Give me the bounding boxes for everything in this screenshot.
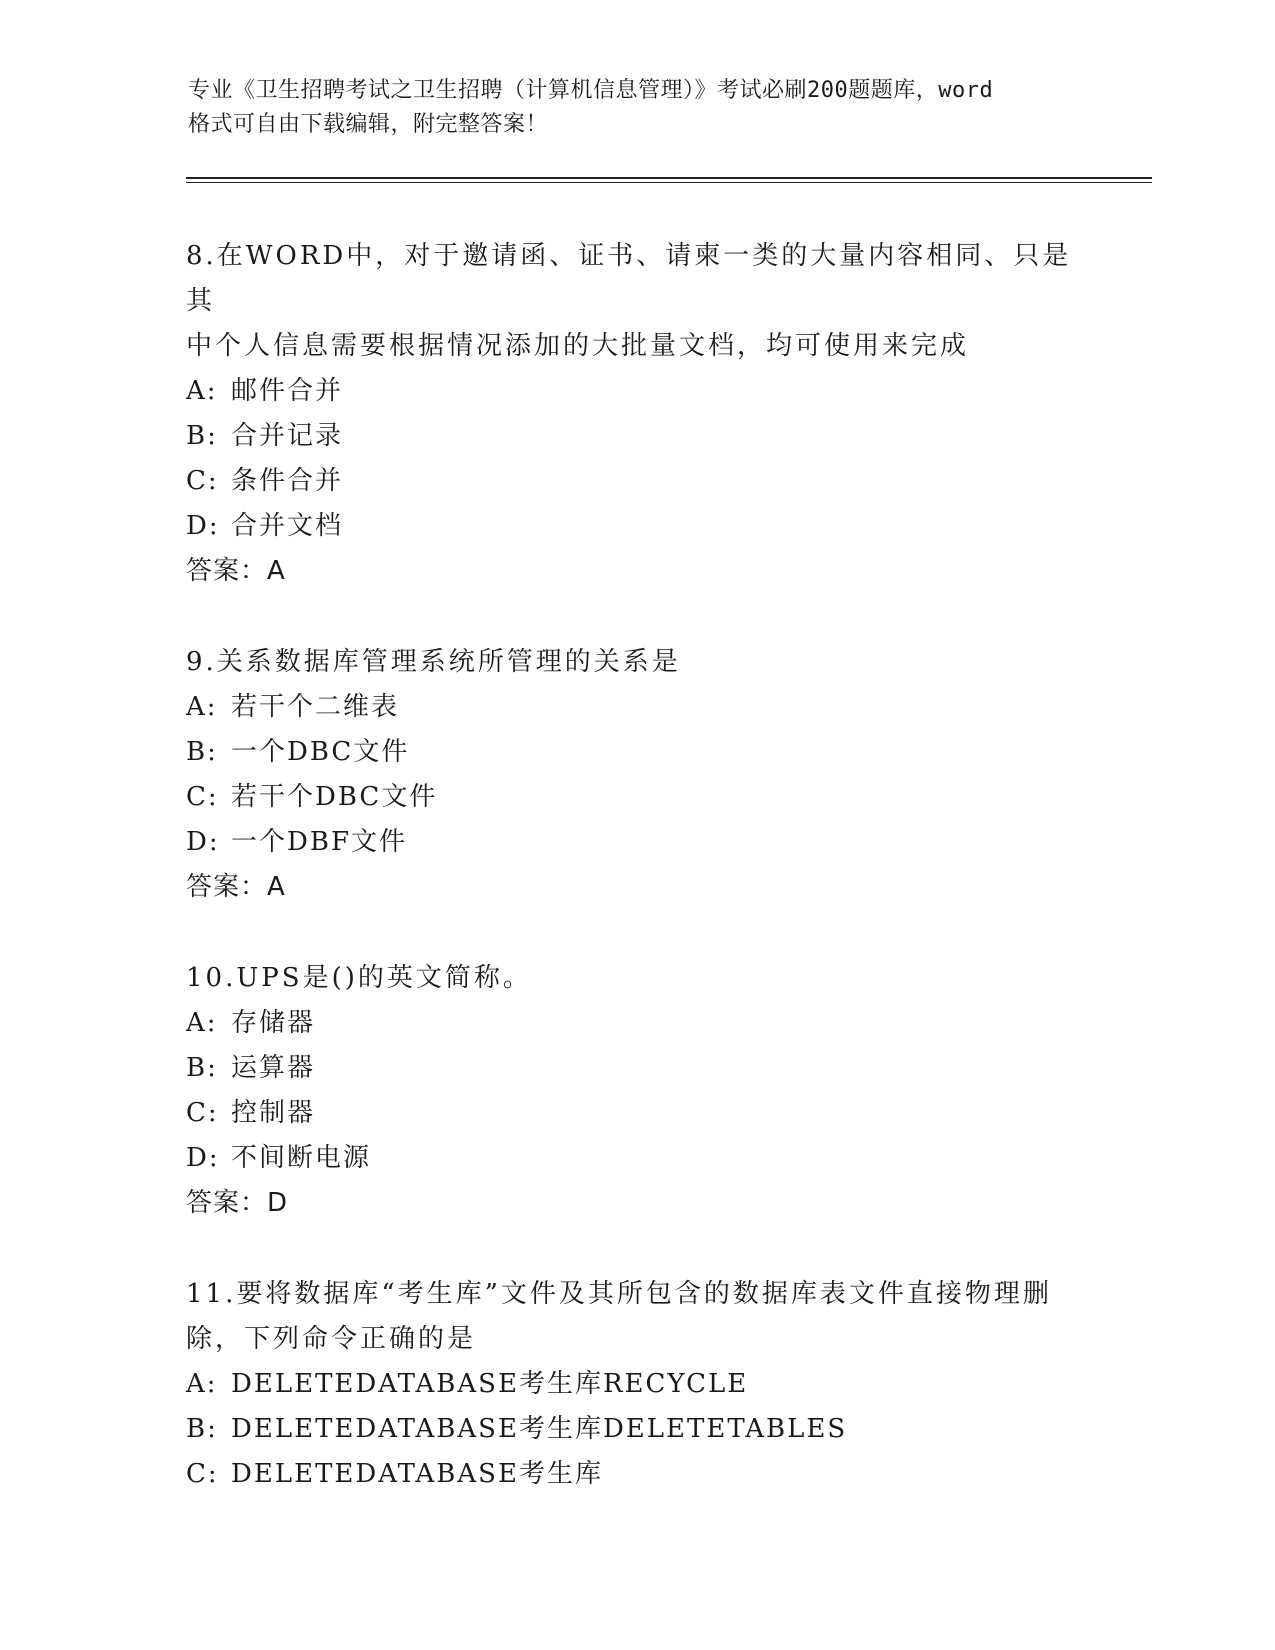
header-divider-thin xyxy=(186,182,1152,183)
option-letter: C: xyxy=(186,1459,219,1489)
document-header xyxy=(188,74,1088,142)
question-11 xyxy=(186,1272,1086,1497)
question-stem: 8.在WORD中，对于邀请函、证书、请柬一类的大量内容相同、只是其 xyxy=(186,241,1072,316)
option-letter: B: xyxy=(186,421,218,451)
question-stem-continued: 除，下列命令正确的是 xyxy=(186,1324,477,1354)
option-text: 不间断电源 xyxy=(231,1143,372,1173)
header-line-1: 专业《卫生招聘考试之卫生招聘（计算机信息管理）》考试必刷200题题库，word xyxy=(188,78,994,103)
option-c xyxy=(186,459,1086,504)
option-text: 一个DBC文件 xyxy=(231,737,410,767)
option-b xyxy=(186,1046,1086,1091)
question-stem-continued: 中个人信息需要根据情况添加的大批量文档，均可使用来完成 xyxy=(186,331,970,361)
option-c xyxy=(186,1091,1086,1136)
option-text: 若干个二维表 xyxy=(231,692,400,722)
option-letter: A: xyxy=(186,376,218,406)
option-a xyxy=(186,685,1086,730)
option-letter: C: xyxy=(186,782,219,812)
option-text: 一个DBF文件 xyxy=(231,827,407,857)
question-stem: 9.关系数据库管理系统所管理的关系是 xyxy=(186,647,681,677)
option-text: 若干个DBC文件 xyxy=(231,782,438,812)
header-line-2: 格式可自由下载编辑，附完整答案！ xyxy=(188,112,549,137)
option-letter: D: xyxy=(186,1143,220,1173)
question-stem: 11.要将数据库“考生库”文件及其所包含的数据库表文件直接物理删 xyxy=(186,1279,1052,1309)
option-text: DELETEDATABASE考生库RECYCLE xyxy=(231,1369,749,1399)
option-b xyxy=(186,414,1086,459)
option-letter: B: xyxy=(186,1053,218,1083)
option-text: 合并文档 xyxy=(231,511,344,541)
option-text: 合并记录 xyxy=(231,421,344,451)
option-a xyxy=(186,369,1086,414)
option-letter: A: xyxy=(186,1369,218,1399)
option-text: 控制器 xyxy=(231,1098,316,1128)
option-letter: B: xyxy=(186,1414,218,1444)
option-letter: D: xyxy=(186,827,220,857)
option-text: DELETEDATABASE考生库DELETETABLES xyxy=(231,1414,848,1444)
option-letter: C: xyxy=(186,466,219,496)
option-letter: B: xyxy=(186,737,218,767)
option-c xyxy=(186,775,1086,820)
option-text: 运算器 xyxy=(231,1053,316,1083)
option-text: DELETEDATABASE考生库 xyxy=(231,1459,603,1489)
option-a xyxy=(186,1362,1086,1407)
option-b xyxy=(186,1407,1086,1452)
option-b xyxy=(186,730,1086,775)
option-a xyxy=(186,1001,1086,1046)
option-c xyxy=(186,1452,1086,1497)
question-10 xyxy=(186,956,1086,1226)
option-letter: D: xyxy=(186,511,220,541)
option-text: 邮件合并 xyxy=(231,376,344,406)
answer-label: 答案：A xyxy=(186,556,286,586)
option-d xyxy=(186,1136,1086,1181)
option-letter: A: xyxy=(186,692,218,722)
question-list xyxy=(186,234,1086,1543)
question-stem: 10.UPS是()的英文简称。 xyxy=(186,963,532,993)
option-letter: A: xyxy=(186,1008,218,1038)
answer-label: 答案：A xyxy=(186,872,286,902)
option-d xyxy=(186,504,1086,549)
question-8 xyxy=(186,234,1086,594)
answer-label: 答案：D xyxy=(186,1188,289,1218)
question-9 xyxy=(186,640,1086,910)
option-letter: C: xyxy=(186,1098,219,1128)
option-text: 存储器 xyxy=(231,1008,316,1038)
option-text: 条件合并 xyxy=(231,466,344,496)
header-divider-thick xyxy=(186,177,1152,179)
option-d xyxy=(186,820,1086,865)
